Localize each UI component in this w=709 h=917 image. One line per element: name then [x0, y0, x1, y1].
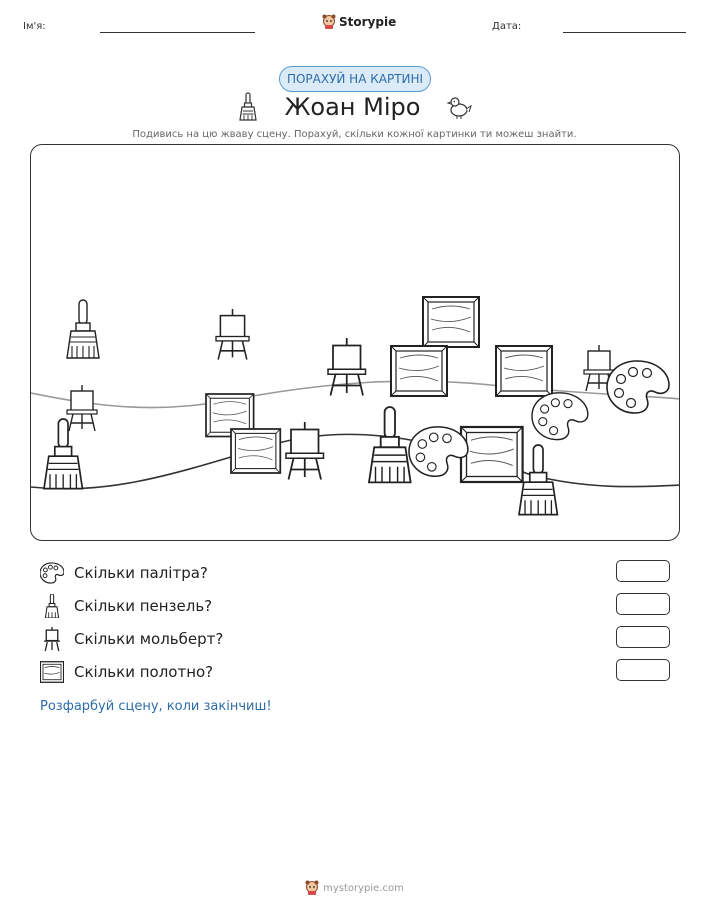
color-instruction: Розфарбуй сцену, коли закінчиш! [40, 699, 272, 714]
footer [0, 880, 709, 896]
date-label: Дата: [492, 21, 522, 32]
palette-icon [40, 561, 64, 585]
bird-icon [446, 94, 472, 120]
question-text: Скільки мольберт? [74, 630, 224, 648]
storypie-mascot-icon [305, 880, 319, 896]
easel-icon [40, 627, 64, 651]
question-palette [40, 560, 670, 586]
question-text: Скільки полотно? [74, 663, 214, 681]
answer-box-canvas[interactable] [616, 659, 670, 681]
scene-illustration [31, 145, 680, 541]
count-badge: ПОРАХУЙ НА КАРТИНІ [279, 66, 431, 92]
footer-url[interactable]: mystorypie.com [323, 882, 404, 894]
brand-logo [322, 14, 396, 30]
paintbrush-icon [237, 92, 259, 122]
page-title: Жоан Міро [284, 93, 421, 121]
count-scene [30, 144, 680, 541]
date-line[interactable] [563, 32, 686, 33]
instructions: Подивись на цю жваву сцену. Порахуй, скільки кожної картинки ти можеш знайти. [132, 129, 577, 140]
question-text: Скільки палітра? [74, 564, 208, 582]
name-line[interactable] [100, 32, 255, 33]
storypie-mascot-icon [322, 14, 336, 30]
question-text: Скільки пензель? [74, 597, 213, 615]
question-easel [40, 626, 670, 652]
brand-name: Storypie [339, 15, 397, 29]
name-label: Ім'я: [23, 21, 46, 32]
paintbrush-icon [40, 594, 64, 618]
canvas-icon [40, 660, 64, 684]
question-paintbrush [40, 593, 670, 619]
answer-box-paintbrush[interactable] [616, 593, 670, 615]
answer-box-easel[interactable] [616, 626, 670, 648]
title-row [0, 92, 709, 122]
question-canvas [40, 659, 670, 685]
answer-box-palette[interactable] [616, 560, 670, 582]
